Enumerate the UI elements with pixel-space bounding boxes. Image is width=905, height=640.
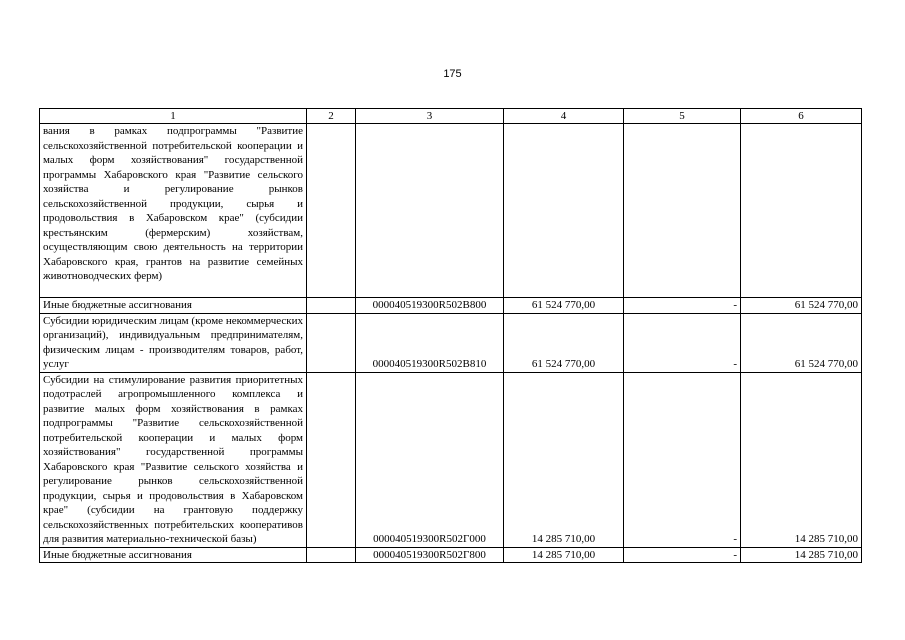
row-name: Субсидии юридическим лицам (кроме некоммерческих организаций), индивидуальным предпринимателям, физическим лицам - производителям товаров, работ, услуг: [40, 313, 307, 372]
header-col-3: 3: [356, 109, 504, 124]
table-row: [40, 372, 862, 547]
header-col-4: 4: [504, 109, 624, 124]
row-col-5: [624, 124, 741, 298]
table-row: [40, 313, 862, 372]
row-code: 000040519300R502В810: [356, 313, 504, 372]
row-col-4: 61 524 770,00: [504, 298, 624, 314]
row-col-6: [741, 124, 862, 298]
row-col-5: -: [624, 372, 741, 547]
row-col-6: 61 524 770,00: [741, 298, 862, 314]
row-col-4: 14 285 710,00: [504, 547, 624, 563]
header-col-2: 2: [307, 109, 356, 124]
header-col-1: 1: [40, 109, 307, 124]
budget-table: [39, 108, 862, 563]
row-col-2: [307, 313, 356, 372]
row-name: Субсидии на стимулирование развития приоритетных подотраслей агропромышленного комплекса и развитие малых форм хозяйствования в рамках подпрограммы "Развитие сельскохозяйственной потребительской кооперации и малых форм хозяйствования" государственной программы Хабаровского края "Развитие сельского хозяйства и регулирование рынков сельскохозяйственной продукции, сырья и продовольствия в Хабаровском крае" (субсидии на грантовую поддержку сельскохозяйственных потребительских кооперативов для развития материально-технической базы): [40, 372, 307, 547]
row-col-5: -: [624, 547, 741, 563]
row-col-6: 61 524 770,00: [741, 313, 862, 372]
row-col-2: [307, 298, 356, 314]
row-col-6: 14 285 710,00: [741, 547, 862, 563]
row-name: вания в рамках подпрограммы "Развитие сельскохозяйственной потребительской кооперации и малых форм хозяйствования" государственной программы Хабаровского края "Развитие сельского хозяйства и регулирование рынков сельскохозяйственной продукции, сырья и продовольствия в Хабаровском крае" (субсидии крестьянским (фермерским) хозяйствам, осуществляющим свою деятельность на территории Хабаровского края, грантов на развитие семейных животноводческих ферм): [40, 124, 307, 298]
table-row: [40, 298, 862, 314]
row-col-6: 14 285 710,00: [741, 372, 862, 547]
page-number: 175: [443, 68, 462, 80]
row-code: 000040519300R502В800: [356, 298, 504, 314]
header-col-5: 5: [624, 109, 741, 124]
row-col-4: 14 285 710,00: [504, 372, 624, 547]
row-col-5: -: [624, 313, 741, 372]
row-name: Иные бюджетные ассигнования: [40, 547, 307, 563]
row-name: Иные бюджетные ассигнования: [40, 298, 307, 314]
row-col-2: [307, 372, 356, 547]
row-col-2: [307, 124, 356, 298]
row-code: 000040519300R502Г000: [356, 372, 504, 547]
table-header-row: [40, 109, 862, 124]
row-col-5: -: [624, 298, 741, 314]
row-code: 000040519300R502Г800: [356, 547, 504, 563]
row-col-4: [504, 124, 624, 298]
row-col-2: [307, 547, 356, 563]
header-col-6: 6: [741, 109, 862, 124]
row-code: [356, 124, 504, 298]
table-row: [40, 547, 862, 563]
table-row: [40, 124, 862, 298]
row-col-4: 61 524 770,00: [504, 313, 624, 372]
